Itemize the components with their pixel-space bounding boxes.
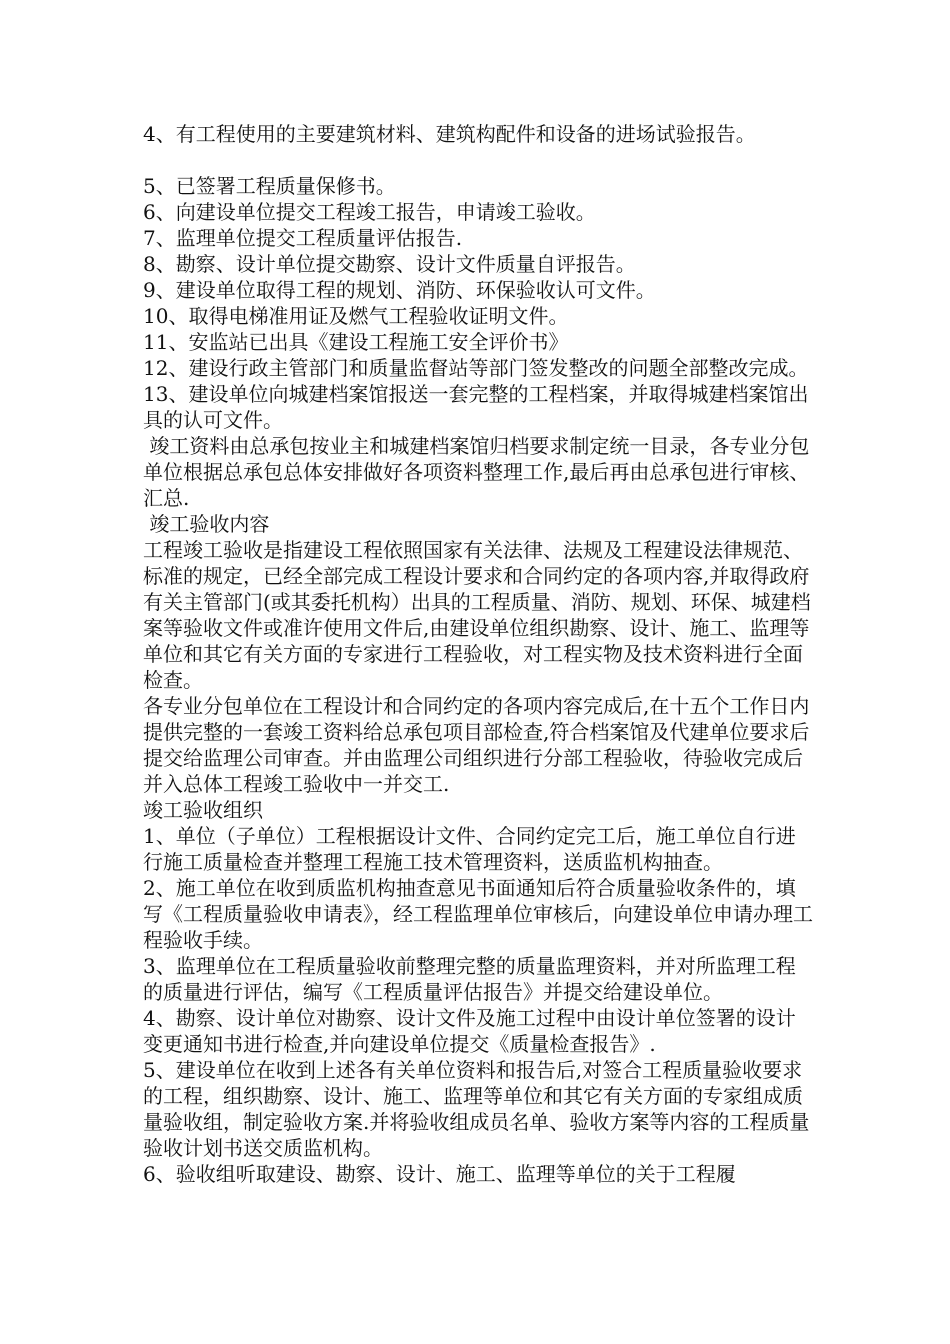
item-7-supervision-assessment: 7、监理单位提交工程质量评估报告.	[143, 226, 463, 250]
org-step-2: 2、施工单位在收到质监机构抽查意见书面通知后符合质量验收条件的，填写《工程质量验收申请表》，经工程监理单位审核后，向建设单位申请办理工程验收手续。	[143, 876, 813, 952]
heading-acceptance-organization: 竣工验收组织	[143, 798, 263, 822]
paragraph-completion-documents: 竣工资料由总承包按业主和城建档案馆归档要求制定统一目录，各专业分包单位根据总承包总体安排做好各项资料整理工作,最后再由总承包进行审核、汇总.	[143, 434, 810, 510]
item-12-rectification-complete: 12、建设行政主管部门和质量监督站等部门签发整改的问题全部整改完成。	[143, 356, 809, 380]
document-body	[143, 121, 815, 1187]
item-5-warranty: 5、已签署工程质量保修书。	[143, 174, 396, 198]
paragraph-gap	[143, 147, 815, 173]
item-4-materials-test-report: 4、有工程使用的主要建筑材料、建筑构配件和设备的进场试验报告。	[143, 122, 756, 146]
item-11-safety-evaluation: 11、安监站已出具《建设工程施工安全评价书》	[143, 330, 569, 354]
org-step-3: 3、监理单位在工程质量验收前整理完整的质量监理资料，并对所监理工程的质量进行评估，编写《工程质量评估报告》并提交给建设单位。	[143, 954, 796, 1004]
paragraph-acceptance-definition: 工程竣工验收是指建设工程依照国家有关法律、法规及工程建设法律规范、标准的规定，已经全部完成工程设计要求和合同约定的各项内容,并取得政府有关主管部门(或其委托机构）出具的工程质量、消防、规划、环保、城建档案等验收文件或准许使用文件后,由建设单位组织勘察、设计、施工、监理等单位和其它有关方面的专家进行工程验收，对工程实物及技术资料进行全面检查。	[143, 538, 811, 692]
org-step-4: 4、勘察、设计单位对勘察、设计文件及施工过程中由设计单位签署的设计变更通知书进行检查,并向建设单位提交《质量检查报告》.	[143, 1006, 796, 1056]
item-13-archive-submission: 13、建设单位向城建档案馆报送一套完整的工程档案，并取得城建档案馆出具的认可文件。	[143, 382, 809, 432]
item-9-acceptance-documents: 9、建设单位取得工程的规划、消防、环保验收认可文件。	[143, 278, 656, 302]
item-10-elevator-gas-certificates: 10、取得电梯准用证及燃气工程验收证明文件。	[143, 304, 569, 328]
item-8-survey-design-report: 8、勘察、设计单位提交勘察、设计文件质量自评报告。	[143, 252, 636, 276]
org-step-1: 1、单位（子单位）工程根据设计文件、合同约定完工后，施工单位自行进行施工质量检查并整理工程施工技术管理资料，送质监机构抽查。	[143, 824, 796, 874]
org-step-6: 6、验收组听取建设、勘察、设计、施工、监理等单位的关于工程履	[143, 1162, 736, 1186]
heading-acceptance-content: 竣工验收内容	[143, 512, 270, 536]
paragraph-subcontractor-acceptance: 各专业分包单位在工程设计和合同约定的各项内容完成后,在十五个工作日内提供完整的一套竣工资料给总承包项目部检查,符合档案馆及代建单位要求后提交给监理公司审查。并由监理公司组织进行分部工程验收，待验收完成后并入总体工程竣工验收中一并交工.	[143, 694, 810, 796]
org-step-5: 5、建设单位在收到上述各有关单位资料和报告后,对签合工程质量验收要求的工程，组织勘察、设计、施工、监理等单位和其它有关方面的专家组成质量验收组，制定验收方案.并将验收组成员名单、验收方案等内容的工程质量验收计划书送交质监机构。	[143, 1058, 810, 1160]
item-6-completion-report: 6、向建设单位提交工程竣工报告，申请竣工验收。	[143, 200, 596, 224]
